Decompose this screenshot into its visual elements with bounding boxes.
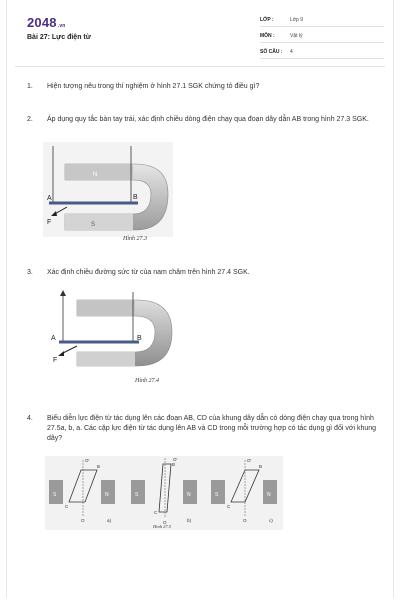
figure-27-3-caption: Hình 27.3 [123, 236, 147, 242]
label-north: N [93, 172, 98, 178]
label-south: S [91, 222, 96, 228]
question-1: 1. Hiện tượng nêu trong thí nghiệm ở hình 27.1 SGK chứng tỏ điều gì? [27, 83, 260, 90]
magnet-south-arm [65, 214, 133, 230]
label-b: B [137, 335, 142, 342]
svg-text:N: N [267, 492, 271, 498]
svg-text:C: C [65, 504, 69, 509]
question-3: 3. Xác định chiều đường sức từ của nam châm trên hình 27.4 SGK. [27, 269, 250, 276]
figure-27-5-caption: Hình 27.5 [153, 524, 171, 529]
svg-text:b): b) [187, 518, 192, 523]
svg-text:c): c) [269, 518, 273, 523]
svg-text:O': O' [85, 458, 90, 463]
figure-27-4-caption: Hình 27.4 [135, 378, 159, 384]
current-arrow-head [60, 290, 66, 296]
svg-text:B: B [97, 464, 101, 469]
svg-text:N: N [105, 492, 109, 498]
question-4: 4. Biểu diễn lực điện từ tác dụng lên các đoạn AB, CD của khung dây dẫn có dòng điện chạy qua trong hình 27.5a, b, a. Các cặp lực điện từ tác dụng lên AB và CD trong mỗi trường hợp có tác dụng gì đối với khung dây? [27, 415, 377, 442]
svg-text:O: O [243, 518, 247, 523]
label-force: F [53, 357, 58, 364]
label-a: A [51, 335, 56, 342]
label-b: B [133, 194, 138, 201]
header-divider [15, 66, 385, 67]
lesson-title: Bài 27: Lực điện từ [27, 34, 91, 41]
svg-text:S: S [53, 492, 57, 498]
worksheet-page [6, 0, 394, 598]
svg-text:O: O [163, 520, 167, 525]
svg-text:S: S [215, 492, 219, 498]
meta-row-subject: MÔN : Vật lý [260, 30, 384, 43]
svg-text:O: O [81, 518, 85, 523]
worksheet-header [7, 0, 393, 66]
magnet-top-arm [77, 300, 135, 316]
svg-text:C: C [227, 504, 231, 509]
figure-27-5 [45, 456, 283, 530]
magnet-bottom-arm [77, 352, 135, 366]
meta-info [260, 14, 384, 62]
magnet-north-arm [65, 164, 133, 180]
label-force: F [47, 219, 52, 226]
figure-27-4 [47, 290, 177, 372]
force-arrow-head [58, 351, 64, 356]
figure-27-3 [43, 142, 173, 237]
question-2: 2. Áp dụng quy tắc bàn tay trái, xác định chiều dòng điện chạy qua đoạn dây dẫn AB trong hình 27.3 SGK. [27, 116, 369, 123]
svg-text:C: C [154, 510, 158, 515]
svg-text:N: N [187, 492, 191, 498]
svg-text:O': O' [247, 458, 252, 463]
svg-text:a): a) [107, 518, 112, 523]
svg-text:S: S [135, 492, 139, 498]
svg-text:O': O' [173, 457, 178, 462]
meta-row-class: LỚP : Lớp 9 [260, 14, 384, 27]
label-a: A [47, 195, 52, 202]
site-logo[interactable]: 2048.vn [27, 15, 66, 30]
svg-text:B: B [259, 464, 263, 469]
svg-text:B: B [172, 462, 176, 467]
meta-row-question-count: SỐ CÂU : 4 [260, 46, 384, 59]
